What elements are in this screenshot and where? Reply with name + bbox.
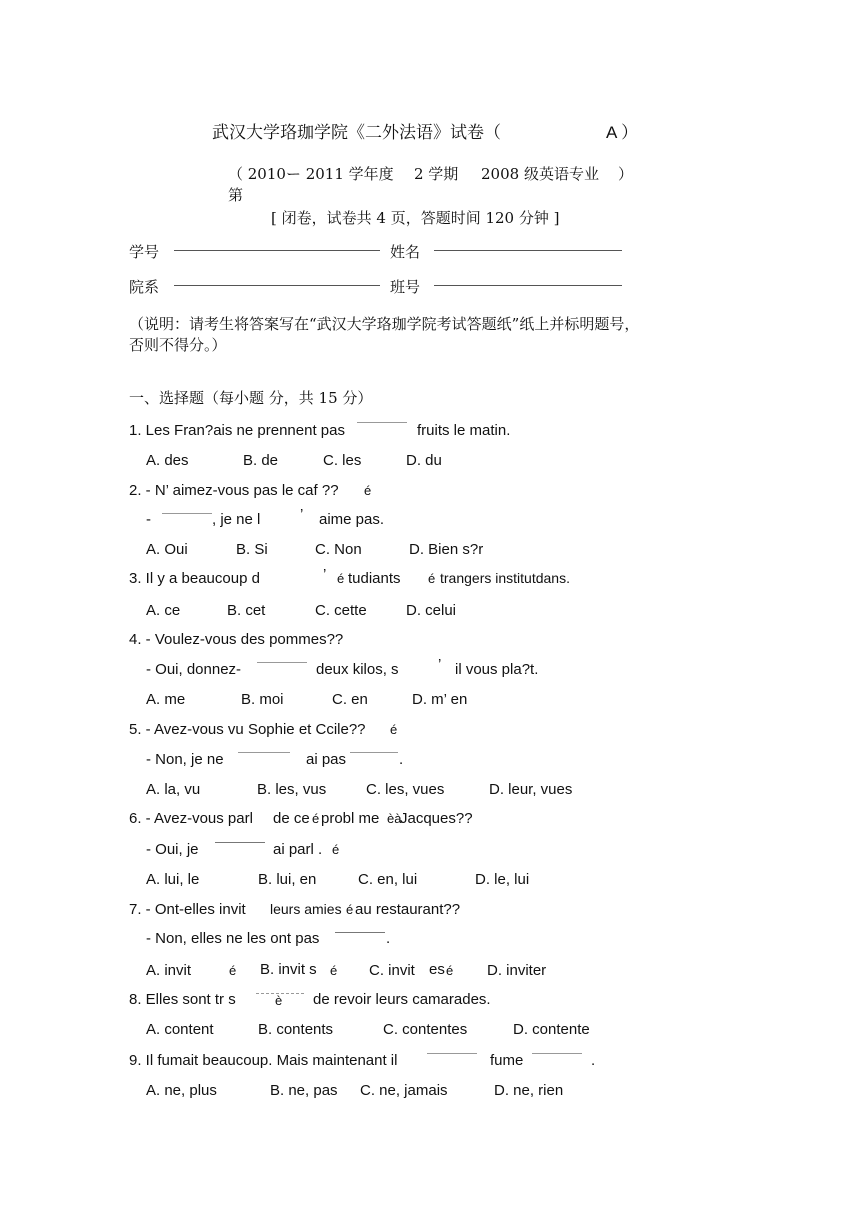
exam-variant: A ） (606, 123, 639, 142)
q6-option-b[interactable]: B. lui, en (258, 871, 317, 888)
q1-option-a[interactable]: A. des (146, 452, 189, 469)
q9-stem: 9. Il fumait beaucoup. Mais maintenant il (129, 1052, 398, 1069)
q4-option-c[interactable]: C. en (332, 691, 368, 708)
term-semester: 2 学期 (414, 165, 459, 183)
instructions-line2: 否则不得分。） (129, 336, 227, 354)
q9-stem-end: . (591, 1052, 596, 1069)
q6-option-c[interactable]: C. en, lui (358, 871, 418, 888)
q6-option-d[interactable]: D. le, lui (475, 871, 530, 888)
term-grade: 2008 级英语专业 (481, 165, 599, 183)
q5-stem: 5. - Avez-vous vu Sophie et Ccile?? (129, 721, 366, 738)
q1-blank[interactable] (357, 422, 407, 423)
q7-reply: - Non, elles ne les ont pas (146, 930, 320, 947)
q7-option-c-accent: é (446, 963, 454, 978)
q3-option-c[interactable]: C. cette (315, 602, 367, 619)
student-id-label: 学号 (129, 243, 160, 261)
q2-accent: é (364, 483, 372, 498)
exam-info: [ 闭卷，试卷共 4 页，答题时间 120 分钟 ] (271, 209, 560, 227)
q4-reply-mid: deux kilos, s (316, 661, 399, 678)
q2-blank[interactable] (162, 513, 212, 514)
student-id-line[interactable] (174, 250, 380, 251)
q8-stem-end: de revoir leurs camarades. (313, 991, 491, 1008)
class-line[interactable] (434, 285, 622, 286)
q2-apostrophe: ’ (300, 506, 304, 523)
q2-option-c[interactable]: C. Non (315, 541, 362, 558)
q7-option-b-accent: é (330, 963, 338, 978)
q6-reply-end: ai parl . (273, 841, 323, 858)
q9-option-a[interactable]: A. ne, plus (146, 1082, 217, 1099)
q7-stem-2: leurs amies (270, 901, 342, 917)
department-label: 院系 (129, 278, 160, 296)
q3-option-d[interactable]: D. celui (406, 602, 457, 619)
q3-stem: 3. Il y a beaucoup d (129, 570, 260, 587)
q4-stem: 4. - Voulez-vous des pommes?? (129, 631, 344, 648)
name-line[interactable] (434, 250, 622, 251)
q1-option-d[interactable]: D. du (406, 452, 442, 469)
q3-word: tudiants (348, 570, 401, 587)
q5-option-b[interactable]: B. les, vus (257, 781, 327, 798)
q9-blank1[interactable] (427, 1053, 477, 1054)
q8-accent: è (275, 993, 283, 1008)
q2-option-a[interactable]: A. Oui (146, 541, 188, 558)
q9-blank2[interactable] (532, 1053, 582, 1054)
q2-reply-end: aime pas. (319, 511, 385, 528)
q5-accent: é (390, 722, 398, 737)
q6-accent3: é (332, 842, 340, 857)
q3-apostrophe: ’ (323, 566, 327, 583)
q3-stem-end: trangers institutdans. (440, 570, 570, 586)
q7-option-a-accent: é (229, 963, 237, 978)
q6-stem-2: de ce (273, 810, 310, 827)
q1-option-b[interactable]: B. de (243, 452, 279, 469)
q5-option-a[interactable]: A. la, vu (146, 781, 201, 798)
q5-option-d[interactable]: D. leur, vues (489, 781, 573, 798)
q6-accent1: é (312, 811, 320, 826)
q4-reply: - Oui, donnez- (146, 661, 242, 678)
q4-option-d[interactable]: D. m’ en (412, 691, 468, 708)
instructions-line1: （说明：请考生将答案写在“武汉大学珞珈学院考试答题纸”纸上并标明题号， (129, 315, 640, 333)
q8-option-a[interactable]: A. content (146, 1021, 214, 1038)
q7-option-a[interactable]: A. invit (146, 962, 192, 979)
term-close: ） (618, 165, 634, 183)
q5-reply-mid: ai pas (306, 751, 347, 768)
q5-option-c[interactable]: C. les, vues (366, 781, 445, 798)
q9-option-d[interactable]: D. ne, rien (494, 1082, 564, 1099)
q2-option-d[interactable]: D. Bien s?r (409, 541, 484, 558)
q6-accent2: èà (387, 811, 402, 826)
q1-stem-end: fruits le matin. (417, 422, 511, 439)
q6-stem-end: Jacques?? (400, 810, 473, 827)
q4-option-a[interactable]: A. me (146, 691, 186, 708)
q1-option-c[interactable]: C. les (323, 452, 362, 469)
q8-option-d[interactable]: D. contente (513, 1021, 590, 1038)
exam-title: 武汉大学珞珈学院《二外法语》试卷（ (212, 123, 501, 143)
q6-blank[interactable] (215, 842, 265, 843)
section1-heading: 一、选择题（每小题 分，共 15 分） (129, 389, 373, 407)
q4-blank[interactable] (257, 662, 307, 663)
q2-stem: 2. - N’ aimez-vous pas le caf ?? (129, 482, 339, 499)
q3-option-b[interactable]: B. cet (227, 602, 266, 619)
class-label: 班号 (390, 278, 421, 296)
q5-blank2[interactable] (350, 752, 398, 753)
q6-reply: - Oui, je (146, 841, 199, 858)
q2-reply: , je ne l (212, 511, 261, 528)
q8-stem: 8. Elles sont tr s (129, 991, 236, 1008)
q4-reply-end: il vous pla?t. (455, 661, 539, 678)
q4-option-b[interactable]: B. moi (241, 691, 284, 708)
q7-option-d[interactable]: D. inviter (487, 962, 547, 979)
q4-apostrophe: ’ (438, 656, 442, 673)
q9-option-b[interactable]: B. ne, pas (270, 1082, 338, 1099)
q2-option-b[interactable]: B. Si (236, 541, 268, 558)
department-line[interactable] (174, 285, 380, 286)
q5-reply: - Non, je ne (146, 751, 224, 768)
q2-dash: - (146, 511, 151, 528)
q6-stem-3: probl me (321, 810, 380, 827)
q9-option-c[interactable]: C. ne, jamais (360, 1082, 448, 1099)
q8-option-c[interactable]: C. contentes (383, 1021, 468, 1038)
term-open: （ 2010ー 2011 学年度 (228, 165, 394, 183)
q7-stem: 7. - Ont-elles invit (129, 901, 246, 918)
q7-option-b[interactable]: B. invit s (260, 961, 317, 978)
q3-accent2: é (428, 571, 436, 586)
q5-reply-end: . (399, 751, 404, 768)
q7-option-c[interactable]: C. invit (369, 962, 415, 979)
q7-blank[interactable] (335, 932, 385, 933)
q7-stem-end: au restaurant?? (355, 901, 461, 918)
q1-stem: 1. Les Fran?ais ne prennent pas (129, 422, 345, 439)
q7-reply-end: . (386, 930, 391, 947)
q9-stem-mid: fume (490, 1052, 524, 1069)
q6-stem: 6. - Avez-vous parl (129, 810, 253, 827)
q8-option-b[interactable]: B. contents (258, 1021, 334, 1038)
q7-option-c-suffix: es (429, 961, 445, 978)
term-di: 第 (228, 186, 244, 204)
q3-option-a[interactable]: A. ce (146, 602, 181, 619)
name-label: 姓名 (390, 243, 421, 261)
q6-option-a[interactable]: A. lui, le (146, 871, 200, 888)
q7-accent: é (346, 902, 354, 917)
q3-accent1: é (337, 571, 345, 586)
q5-blank1[interactable] (238, 752, 290, 753)
